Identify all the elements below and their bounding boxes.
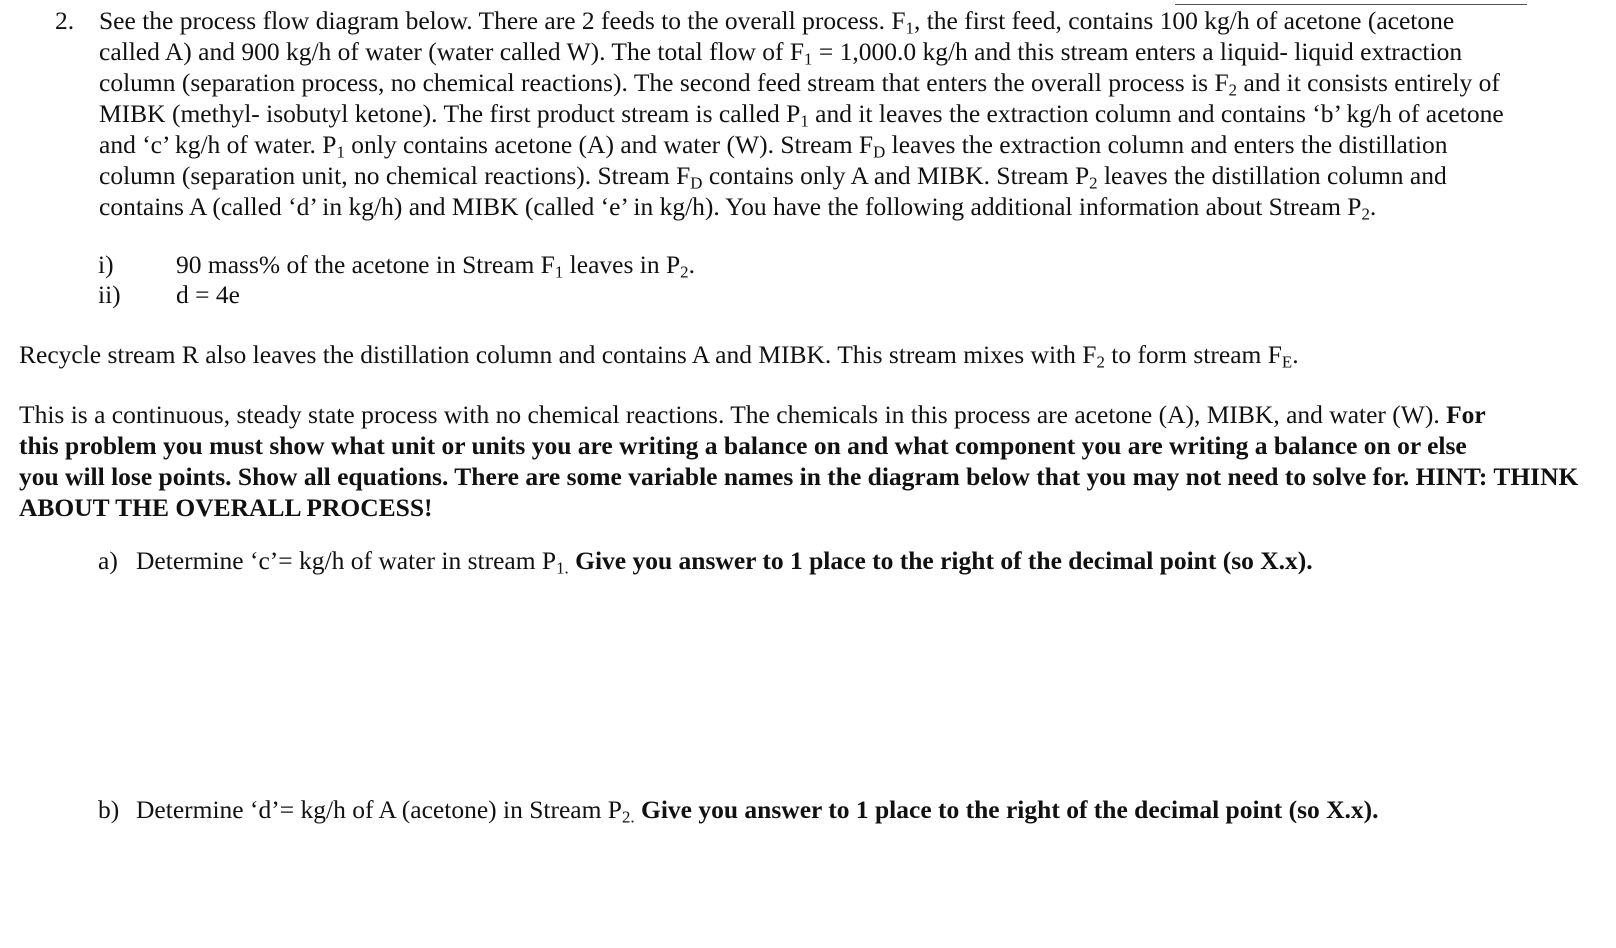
question-a: a) Determine ‘c’= kg/h of water in stream $P_{1.}$ Give you answer to 1 place to the right of the decimal point (so X.x). [98, 546, 1313, 578]
instructions-line: this problem you must show what unit or units you are writing a balance on and what component you are writing a balance on or else [19, 431, 1467, 460]
problem-number: 2. [55, 6, 75, 35]
question-text: Determine ‘d’= kg/h of A (acetone) in Stream P [136, 795, 622, 824]
question-text: Determine ‘c’= kg/h of water in stream P [136, 546, 557, 575]
question-label: b) [98, 795, 120, 824]
instructions-line: you will lose points. Show all equations. There are some variable names in the diagram below that you may not need to solve for. HINT: THINK [19, 462, 1579, 491]
recycle-paragraph: Recycle stream R also leaves the distillation column and contains A and MIBK. This stream mixes with $F_2$ to form stream $F_E$. [19, 340, 1299, 372]
instructions-line: ABOUT THE OVERALL PROCESS! [19, 493, 433, 522]
condition-text: 90 mass% of the acetone in Stream $F_1$ leaves in $P_2$. [176, 250, 695, 282]
problem-line: column (separation process, no chemical reactions). The second feed stream that enters the overall process is $F_2$ and it consists entirely of [99, 68, 1500, 100]
condition-text: d = 4e [176, 280, 240, 309]
problem-line: See the process flow diagram below. There are 2 feeds to the overall process. $F_1$, the first feed, contains 100 kg/h of acetone (acetone [99, 6, 1455, 38]
instructions-paragraph [19, 399, 1609, 523]
condition-label: ii) [98, 280, 121, 309]
instructions-line: This is a continuous, steady state process with no chemical reactions. The chemicals in this process are acetone (A), MIBK, and water (W). For [19, 400, 1486, 429]
problem-line: MIBK (methyl- isobutyl ketone). The first product stream is called $P_1$ and it leaves the extraction column and contains ‘b’ kg/h of acetone [99, 99, 1504, 131]
question-instruction: Give you answer to 1 place to the right of the decimal point (so X.x). [568, 546, 1313, 575]
problem-line: column (separation unit, no chemical reactions). Stream $F_D$ contains only A and MIBK. Stream $P_2$ leaves the distillation column and [99, 161, 1447, 193]
problem-statement [55, 5, 1615, 222]
question-b: b) Determine ‘d’= kg/h of A (acetone) in Stream $P_{2.}$ Give you answer to 1 place to the right of the decimal point (so X.x). [98, 795, 1379, 827]
instructions-emphasis: For [1446, 400, 1486, 429]
problem-text [99, 5, 1615, 222]
problem-line: contains A (called ‘d’ in kg/h) and MIBK (called ‘e’ in kg/h). You have the following additional information about Stream $P_2$. [99, 192, 1377, 224]
problem-line: and ‘c’ kg/h of water. $P_1$ only contains acetone (A) and water (W). Stream $F_D$ leaves the extraction column and enters the distillation [99, 130, 1448, 162]
condition-label: i) [98, 250, 114, 279]
problem-line: called A) and 900 kg/h of water (water called W). The total flow of $F_1 = 1,000.0$ kg/h and this stream enters a liquid- liquid extraction [99, 37, 1463, 69]
question-instruction: Give you answer to 1 place to the right of the decimal point (so X.x). [634, 795, 1379, 824]
question-label: a) [98, 546, 118, 575]
